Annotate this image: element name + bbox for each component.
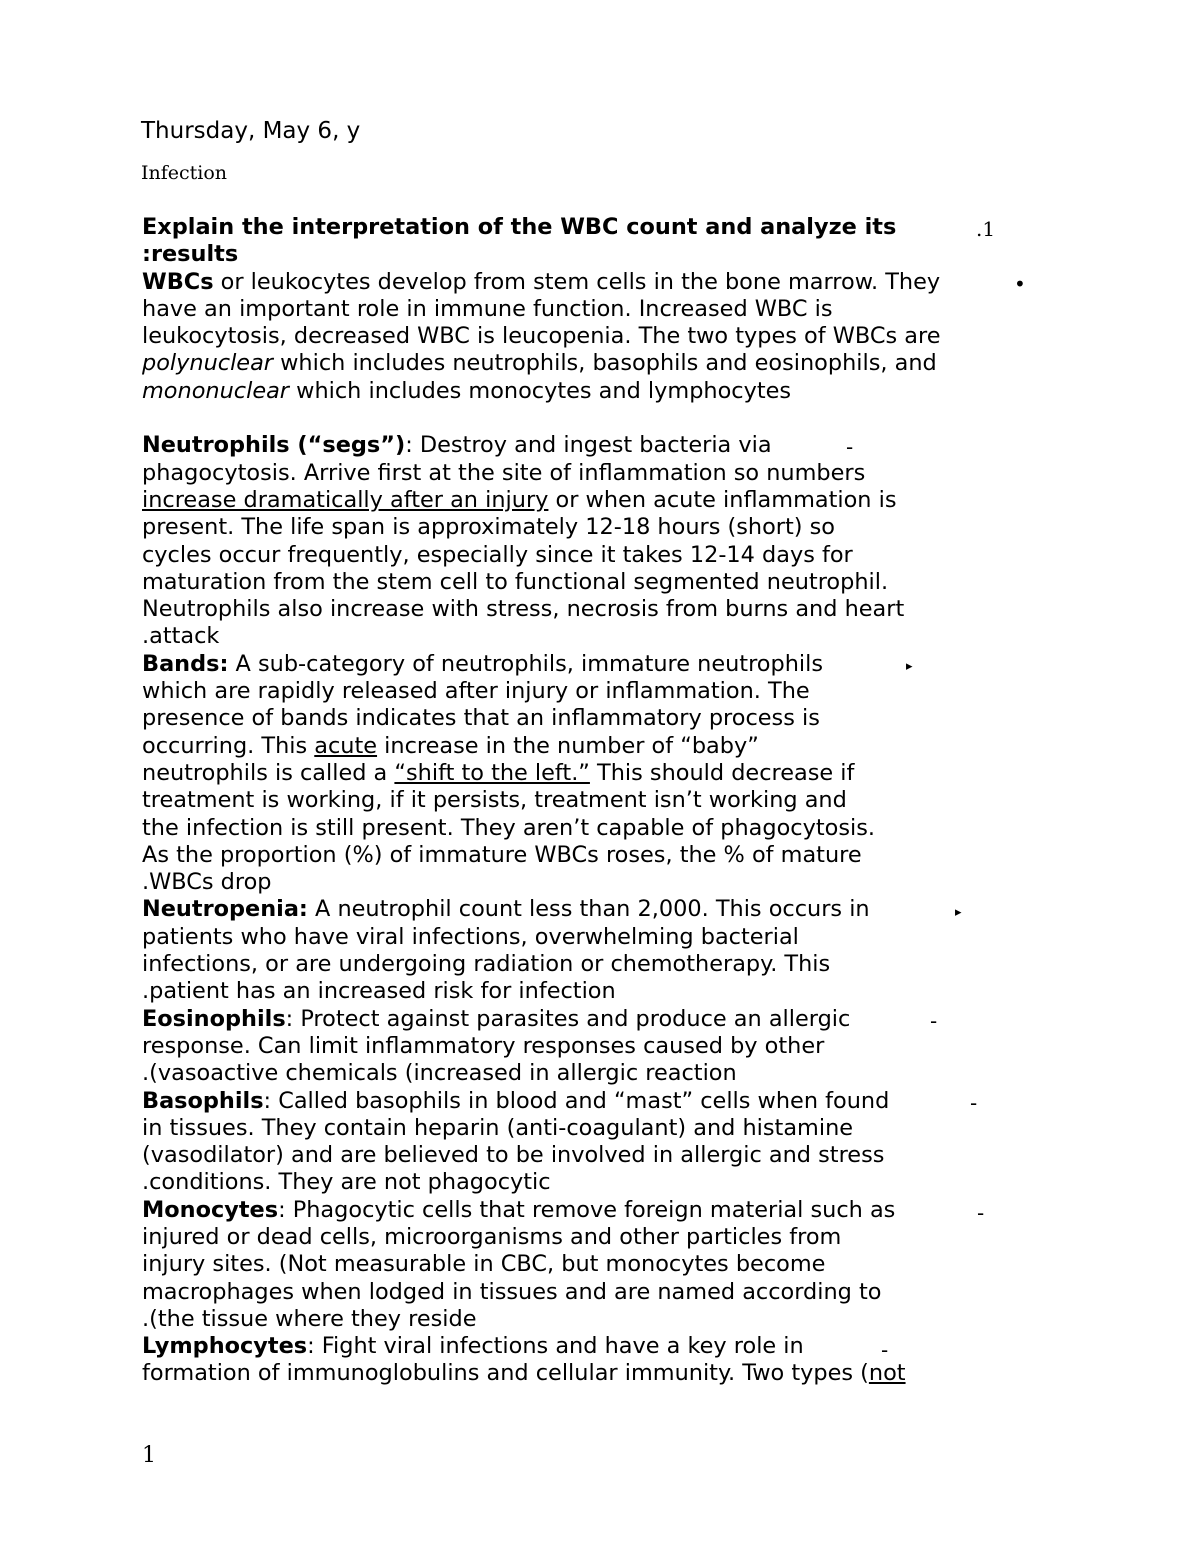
text-line: patients who have viral infections, overwhelming bacterial [142,923,799,950]
text-line: infections, or are undergoing radiation or chemotherapy. This [142,951,831,978]
neutropenia-paragraph: Neutropenia: A neutrophil count less than 2,000. This occurs in [142,896,870,923]
question-number: .1 [976,217,996,241]
text-line: cycles occur frequently, especially since it takes 12-14 days for [142,541,853,568]
bands-paragraph: Bands: A sub-category of neutrophils, immature neutrophils [142,650,824,677]
neutrophils-paragraph: Neutrophils (“segs”): Destroy and ingest bacteria via [142,432,772,459]
text-line: polynuclear which includes neutrophils, basophils and eosinophils, and [142,350,937,377]
text-line: have an important role in immune function. Increased WBC is [142,295,833,322]
text-line: maturation from the stem cell to functional segmented neutrophil. [142,568,889,595]
text-line: formation of immunoglobulins and cellular immunity. Two types (not [142,1360,906,1387]
text-line: .patient has an increased risk for infection [142,978,616,1005]
text-line: leukocytosis, decreased WBC is leucopenia. The two types of WBCs are [142,323,941,350]
text-line: which are rapidly released after injury or inflammation. The [142,678,810,705]
dash-marker-monocytes: - [977,1201,985,1225]
dash-marker-lymphocytes: - [881,1338,889,1362]
text-line: .attack [142,623,220,650]
section-title: Infection [141,162,228,184]
basophils-paragraph: Basophils: Called basophils in blood and “mast” cells when found [142,1087,890,1114]
text-line: .conditions. They are not phagocytic [142,1169,551,1196]
dash-marker-basophils: - [970,1091,978,1115]
bullet-icon: • [1014,272,1026,296]
text-line: .(vasoactive chemicals (increased in allergic reaction [142,1060,737,1087]
date-heading: Thursday, May 6, y [141,118,361,144]
question-heading-cont: :results [142,241,239,268]
text-line: phagocytosis. Arrive first at the site of inflammation so numbers [142,459,866,486]
text-line: injury sites. (Not measurable in CBC, but monocytes become [142,1251,826,1278]
arrow-marker-bands: ▸ [906,659,913,674]
wbc-paragraph: WBCs or leukocytes develop from stem cells in the bone marrow. They [142,268,941,295]
arrow-marker-neutropenia: ▸ [955,905,962,920]
text-line: the infection is still present. They aren’t capable of phagocytosis. [142,814,875,841]
eosinophils-paragraph: Eosinophils: Protect against parasites and produce an allergic [142,1005,851,1032]
document-body [142,214,992,1388]
blank-line [142,405,992,432]
text-line: present. The life span is approximately 12-18 hours (short) so [142,514,835,541]
text-line: increase dramatically after an injury or when acute inflammation is [142,486,897,513]
monocytes-paragraph: Monocytes: Phagocytic cells that remove foreign material such as [142,1196,896,1223]
text-line: .WBCs drop [142,869,272,896]
text-line: in tissues. They contain heparin (anti-coagulant) and histamine [142,1114,854,1141]
text-line: macrophages when lodged in tissues and are named according to [142,1278,882,1305]
text-line: .(the tissue where they reside [142,1305,477,1332]
text-line: occurring. This acute increase in the number of “baby” [142,732,759,759]
dash-marker-neutrophils: - [846,435,854,459]
text-line: treatment is working, if it persists, treatment isn’t working and [142,787,847,814]
text-line: presence of bands indicates that an inflammatory process is [142,705,820,732]
text-line: As the proportion (%) of immature WBCs roses, the % of mature [142,841,862,868]
text-line: Neutrophils also increase with stress, necrosis from burns and heart [142,596,905,623]
text-line: mononuclear which includes monocytes and lymphocytes [142,377,792,404]
text-line: neutrophils is called a “shift to the left.” This should decrease if [142,759,855,786]
page-number: 1 [142,1443,156,1468]
text-line: (vasodilator) and are believed to be involved in allergic and stress [142,1142,885,1169]
text-line: response. Can limit inflammatory responses caused by other [142,1032,825,1059]
lymphocytes-paragraph: Lymphocytes: Fight viral infections and have a key role in [142,1333,804,1360]
text-line: injured or dead cells, microorganisms and other particles from [142,1223,842,1250]
dash-marker-eosinophils: - [930,1009,938,1033]
question-heading: Explain the interpretation of the WBC count and analyze its [142,214,897,240]
